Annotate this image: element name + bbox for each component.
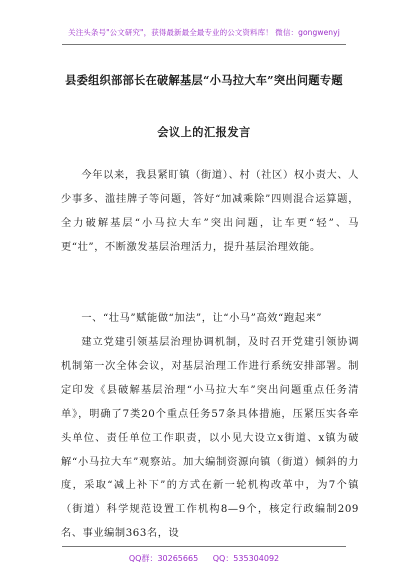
footer-divider [62,546,346,547]
footer-qq: QQ：535304092 [212,554,280,563]
document-title-line1: 县委组织部部长在破解基层“小马拉大车”突出问题专题 [65,73,343,87]
document-title-line2: 会议上的汇报发言 [157,125,251,139]
footer [0,553,408,564]
footer-qq-group: QQ群：30265665 [128,554,199,563]
section-heading-1: 一、“壮马”赋能做“加法”，让“小马”高效“跑起来” [81,313,323,324]
header-note: 关注头条号"公文研究"，获得最新最全最专业的公文资料库！ 微信：gongwenyj [68,28,340,37]
paragraph-intro: 今年以来，我县紧盯镇（街道）、村（社区）权小责大、人少事多、滥挂牌子等问题，答好“加减乘除”四则混合运算题，全力破解基层“小马拉大车”突出问题，让车更“轻”、马更“壮”，不断激发基层治理活力，提升基层治理效能。 [61,170,359,253]
header-divider [62,44,346,45]
paragraph-section-1: 建立党建引领基层治理协调机制，及时召开党建引领协调机制第一次全体会议，对基层治理工作进行系统安排部署。制定印发《县破解基层治理“小马拉大车”突出问题重点任务清单》，明确了7类20个重点任务57条具体措施，压紧压实各牵头单位、责任单位工作职责，以小见大设立x街道、x镇为破解“小马拉大车”观察站。加大编制资源向镇（街道）倾斜的力度，采取“减上补下”的方式在新一轮机构改革中，为7个镇（街道）科学规范设置工作机构8—9个，核定行政编制209名、事业编制363名，设 [61,337,359,540]
